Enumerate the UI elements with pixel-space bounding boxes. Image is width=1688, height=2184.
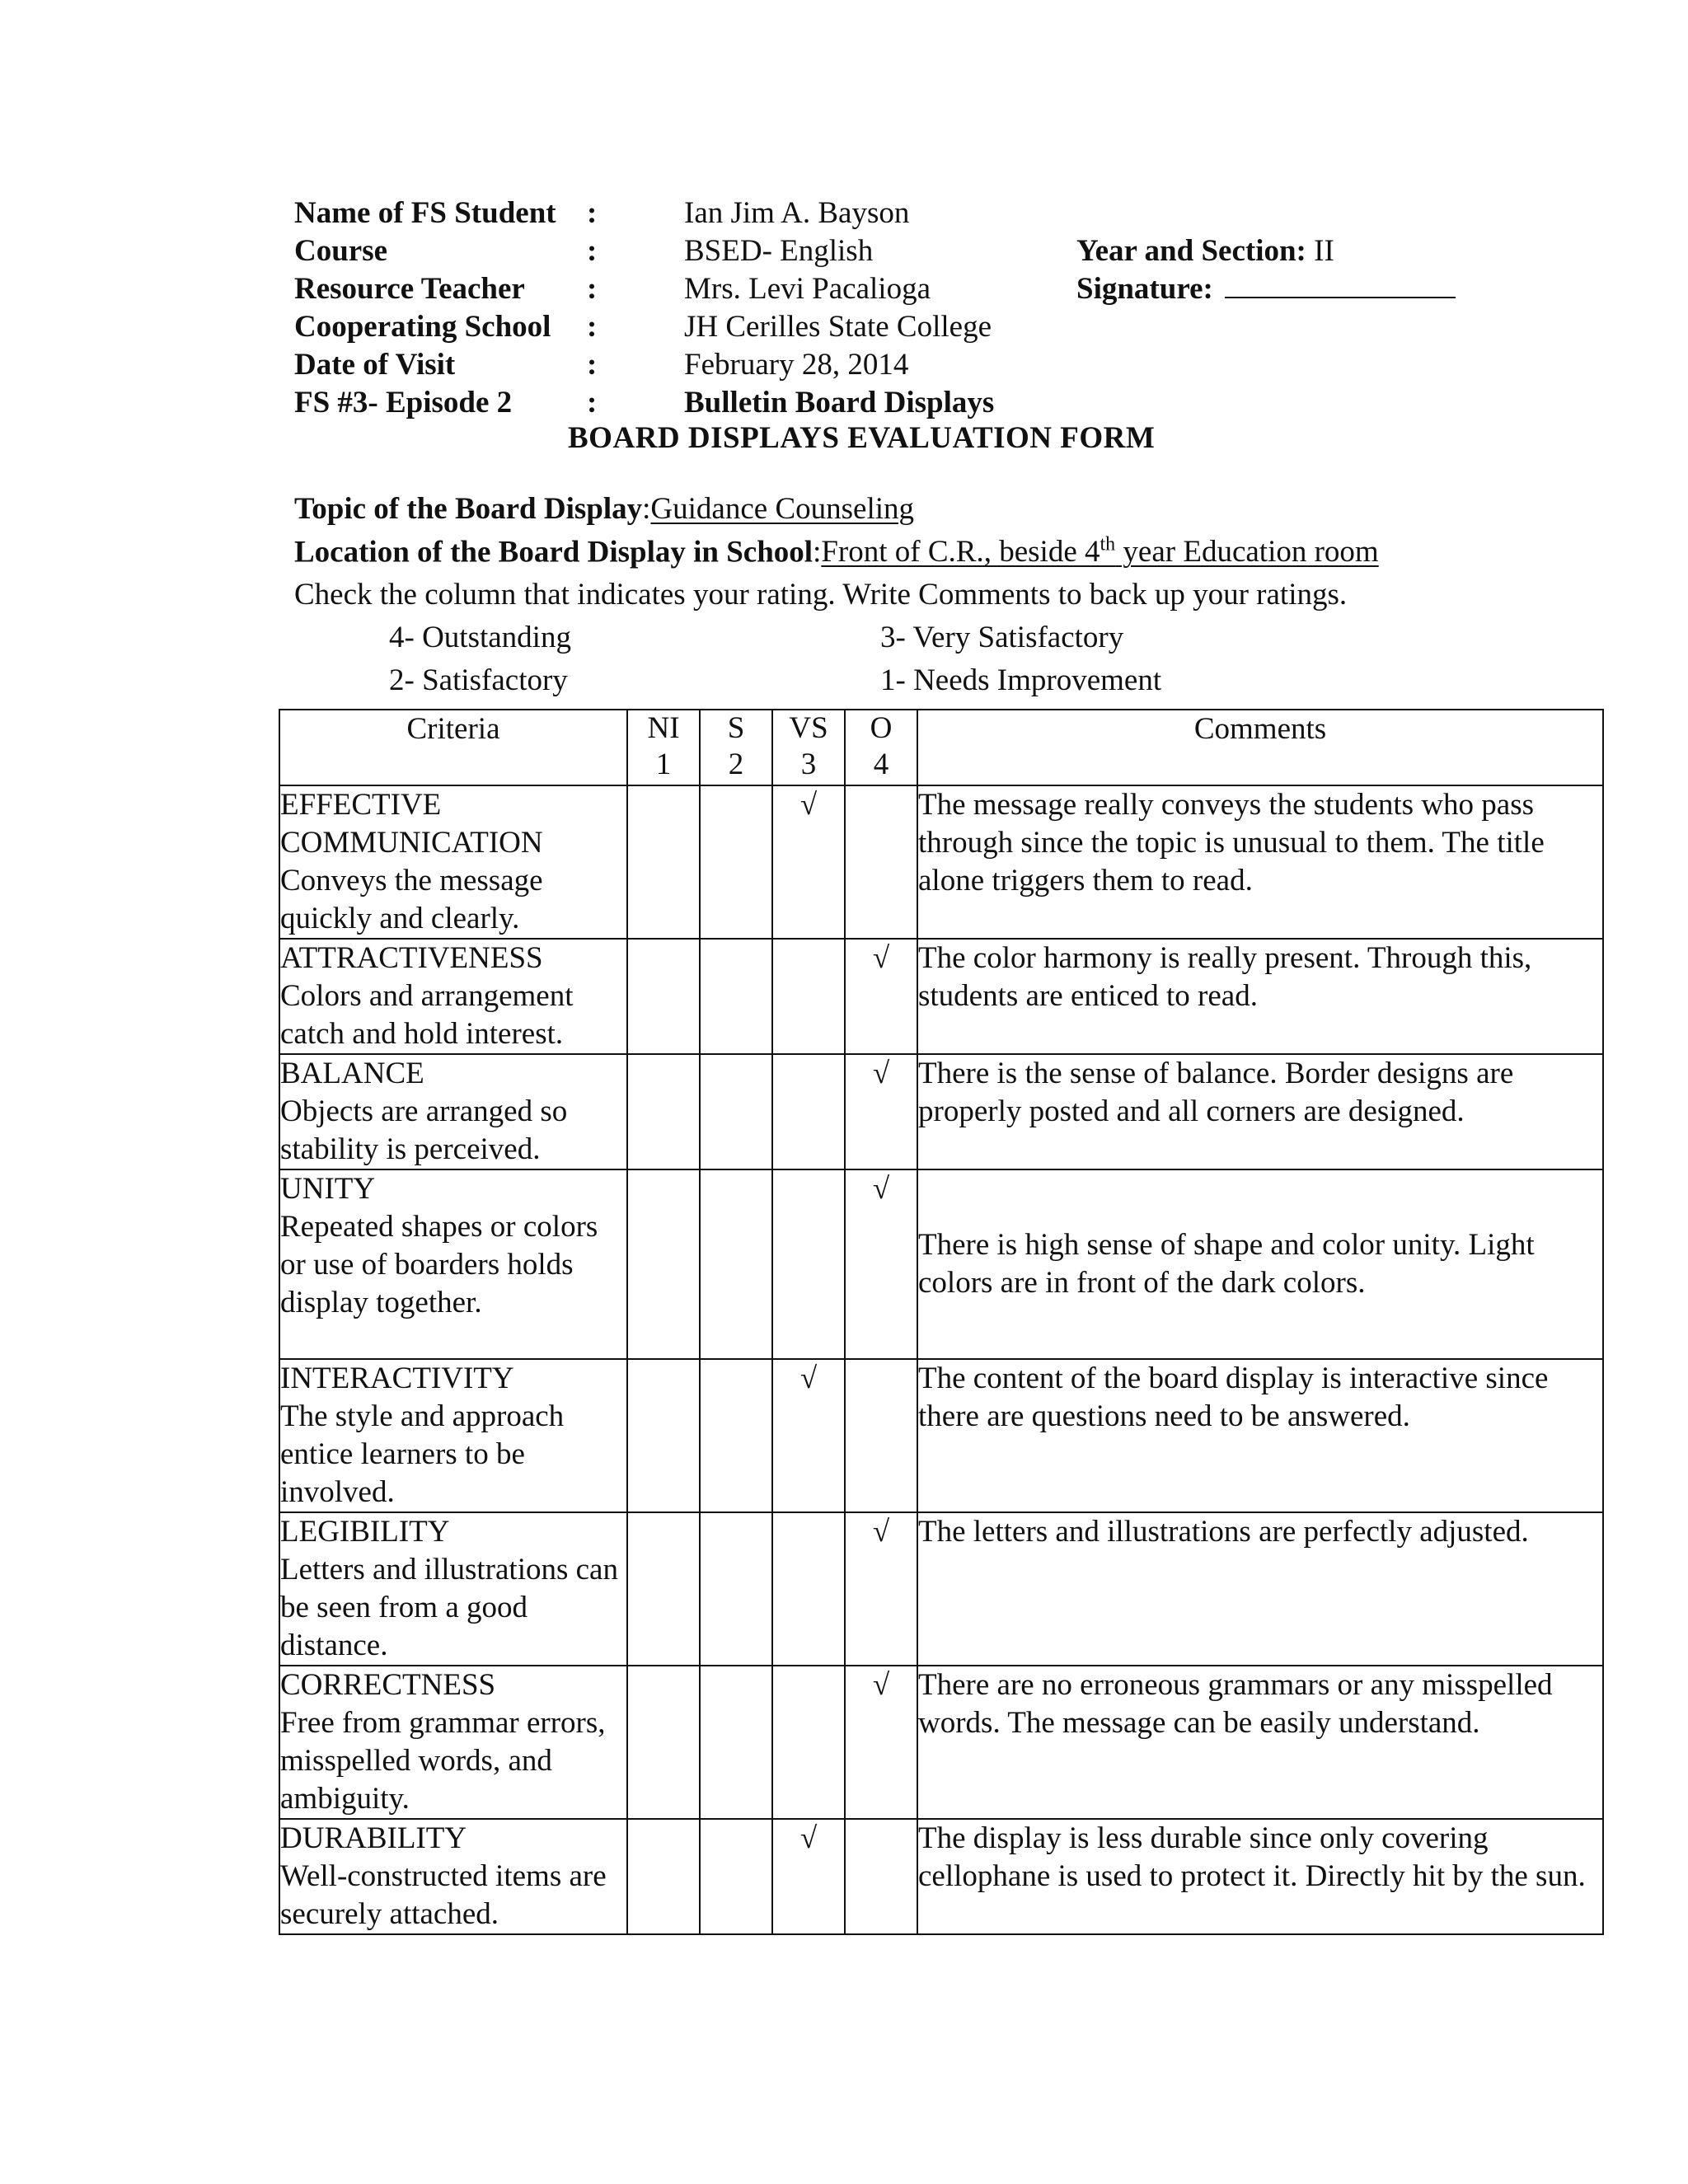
rating-cell[interactable] <box>845 1169 917 1359</box>
rating-cell[interactable] <box>627 1359 700 1512</box>
scale-very-satisfactory: 3- Very Satisfactory <box>880 621 1124 654</box>
rating-cell[interactable] <box>845 939 917 1054</box>
rating-cell[interactable] <box>772 939 845 1054</box>
criteria-description: Objects are arranged so stability is perceived. <box>280 1094 568 1166</box>
topic-label: Topic of the Board Display <box>294 492 643 526</box>
location-line: Location of the Board Display in School:Front of C.R., beside 4th year Education room <box>294 534 1379 569</box>
school-value: JH Cerilles State College <box>684 310 992 344</box>
rating-cell[interactable] <box>700 939 772 1054</box>
rating-cell[interactable] <box>627 1819 700 1934</box>
criteria-header: Criteria <box>279 710 627 785</box>
rating-cell[interactable] <box>700 785 772 939</box>
rating-cell[interactable] <box>627 1054 700 1169</box>
criteria-description: Repeated shapes or colors or use of boarders holds display together. <box>280 1210 598 1319</box>
criteria-description: The style and approach entice learners to be involved. <box>280 1399 565 1509</box>
colon: : <box>587 234 598 268</box>
rating-cell[interactable] <box>845 1512 917 1666</box>
rating-cell[interactable] <box>700 1169 772 1359</box>
student-label: Name of FS Student <box>294 196 556 230</box>
criteria-description: Free from grammar errors, misspelled words, and ambiguity. <box>280 1706 606 1816</box>
date-value: February 28, 2014 <box>684 348 909 382</box>
check-mark-icon: √ <box>799 1361 818 1395</box>
rating-cell[interactable] <box>627 1666 700 1819</box>
table-header-row <box>279 710 1603 785</box>
rating-cell[interactable] <box>700 1512 772 1666</box>
school-label: Cooperating School <box>294 310 551 344</box>
rating-cell[interactable] <box>627 785 700 939</box>
criteria-description: Colors and arrangement catch and hold interest. <box>280 979 574 1051</box>
signature <box>1076 270 1456 308</box>
course-label: Course <box>294 234 388 268</box>
scale-outstanding: 4- Outstanding <box>389 621 571 654</box>
criteria-cell <box>279 1054 627 1169</box>
comment-cell: The display is less durable since only covering cellophane is used to protect it. Directly hit by the sun. <box>917 1819 1603 1934</box>
check-mark-icon: √ <box>872 941 890 975</box>
comment-cell: The content of the board display is interactive since there are questions need to be answered. <box>917 1359 1603 1512</box>
evaluation-table <box>279 709 1604 1935</box>
check-mark-icon: √ <box>872 1515 890 1549</box>
rating-cell[interactable] <box>627 1512 700 1666</box>
comment-cell: The letters and illustrations are perfectly adjusted. <box>917 1512 1603 1666</box>
criteria-cell <box>279 1819 627 1934</box>
comments-header: Comments <box>917 710 1603 785</box>
comment-cell: There is high sense of shape and color unity. Light colors are in front of the dark colors. <box>917 1169 1603 1359</box>
criteria-cell <box>279 785 627 939</box>
colon: : <box>587 196 598 230</box>
episode-label: FS #3- Episode 2 <box>294 386 513 419</box>
criteria-cell <box>279 1359 627 1512</box>
colon: : <box>587 310 598 344</box>
column-s: S 2 <box>700 710 772 785</box>
check-mark-icon: √ <box>799 1821 818 1855</box>
table-row <box>279 1169 1603 1359</box>
comment-cell: There is the sense of balance. Border designs are properly posted and all corners are designed. <box>917 1054 1603 1169</box>
table-row <box>279 1512 1603 1666</box>
teacher-value: Mrs. Levi Pacalioga <box>684 272 931 306</box>
column-ni: NI 1 <box>627 710 700 785</box>
criteria-description: Letters and illustrations can be seen from a good distance. <box>280 1553 618 1662</box>
table-row <box>279 1666 1603 1819</box>
rating-cell[interactable] <box>627 1169 700 1359</box>
rating-cell[interactable] <box>845 785 917 939</box>
criteria-name: DURABILITY <box>280 1821 467 1855</box>
criteria-name: LEGIBILITY <box>280 1515 450 1549</box>
year-section <box>1076 232 1334 270</box>
criteria-name: INTERACTIVITY <box>280 1361 514 1395</box>
criteria-name: EFFECTIVE COMMUNICATION <box>280 788 543 860</box>
rating-cell[interactable] <box>772 1359 845 1512</box>
check-mark-icon: √ <box>799 788 818 822</box>
course-value: BSED- English <box>684 234 874 268</box>
location-value: Front of C.R., beside 4th year Education room <box>821 534 1379 569</box>
signature-line <box>1225 272 1456 298</box>
rating-cell[interactable] <box>627 939 700 1054</box>
rating-cell[interactable] <box>772 1666 845 1819</box>
table-row <box>279 1359 1603 1512</box>
episode-value: Bulletin Board Displays <box>684 386 995 419</box>
criteria-cell <box>279 1512 627 1666</box>
rating-cell[interactable] <box>700 1666 772 1819</box>
colon: : <box>587 386 598 419</box>
check-mark-icon: √ <box>872 1668 890 1702</box>
rating-cell[interactable] <box>772 785 845 939</box>
comment-cell: There are no erroneous grammars or any misspelled words. The message can be easily understand. <box>917 1666 1603 1819</box>
colon: : <box>587 272 598 306</box>
criteria-description: Conveys the message quickly and clearly. <box>280 864 543 935</box>
criteria-cell <box>279 1169 627 1359</box>
check-mark-icon: √ <box>872 1057 890 1090</box>
rating-cell[interactable] <box>845 1819 917 1934</box>
teacher-label: Resource Teacher <box>294 272 525 306</box>
signature-label: Signature: <box>1076 272 1213 306</box>
criteria-name: BALANCE <box>280 1057 424 1090</box>
table-row <box>279 785 1603 939</box>
table-row <box>279 1819 1603 1934</box>
criteria-description: Well-constructed items are securely attached. <box>280 1859 607 1931</box>
criteria-name: CORRECTNESS <box>280 1668 496 1702</box>
form-title: BOARD DISPLAYS EVALUATION FORM <box>568 421 1156 455</box>
location-label: Location of the Board Display in School <box>294 535 814 569</box>
rating-cell[interactable] <box>772 1169 845 1359</box>
table-row <box>279 1054 1603 1169</box>
comment-cell: The message really conveys the students who pass through since the topic is unusual to them. The title alone triggers them to read. <box>917 785 1603 939</box>
criteria-name: UNITY <box>280 1172 376 1206</box>
student-value: Ian Jim A. Bayson <box>684 196 910 230</box>
rating-cell[interactable] <box>772 1054 845 1169</box>
rating-cell[interactable] <box>845 1359 917 1512</box>
rating-cell[interactable] <box>700 1819 772 1934</box>
check-mark-icon: √ <box>872 1172 890 1206</box>
rating-cell[interactable] <box>700 1054 772 1169</box>
year-section-label: Year and Section: <box>1076 234 1306 268</box>
rating-cell[interactable] <box>845 1666 917 1819</box>
criteria-name: ATTRACTIVENESS <box>280 941 543 975</box>
colon: : <box>587 348 598 382</box>
scale-satisfactory: 2- Satisfactory <box>389 663 568 697</box>
year-section-value: II <box>1314 234 1334 268</box>
rating-cell[interactable] <box>772 1512 845 1666</box>
date-label: Date of Visit <box>294 348 456 382</box>
comment-cell: The color harmony is really present. Through this, students are enticed to read. <box>917 939 1603 1054</box>
instructions: Check the column that indicates your rating. Write Comments to back up your ratings. <box>294 578 1348 612</box>
column-vs: VS 3 <box>772 710 845 785</box>
rating-cell[interactable] <box>845 1054 917 1169</box>
table-row <box>279 939 1603 1054</box>
rating-cell[interactable] <box>772 1819 845 1934</box>
topic-line: Topic of the Board Display:Guidance Counseling <box>294 492 914 526</box>
rating-cell[interactable] <box>700 1359 772 1512</box>
scale-needs-improvement: 1- Needs Improvement <box>880 663 1162 697</box>
topic-value: Guidance Counseling <box>650 492 914 526</box>
criteria-cell <box>279 1666 627 1819</box>
column-o: O 4 <box>845 710 917 785</box>
criteria-cell <box>279 939 627 1054</box>
